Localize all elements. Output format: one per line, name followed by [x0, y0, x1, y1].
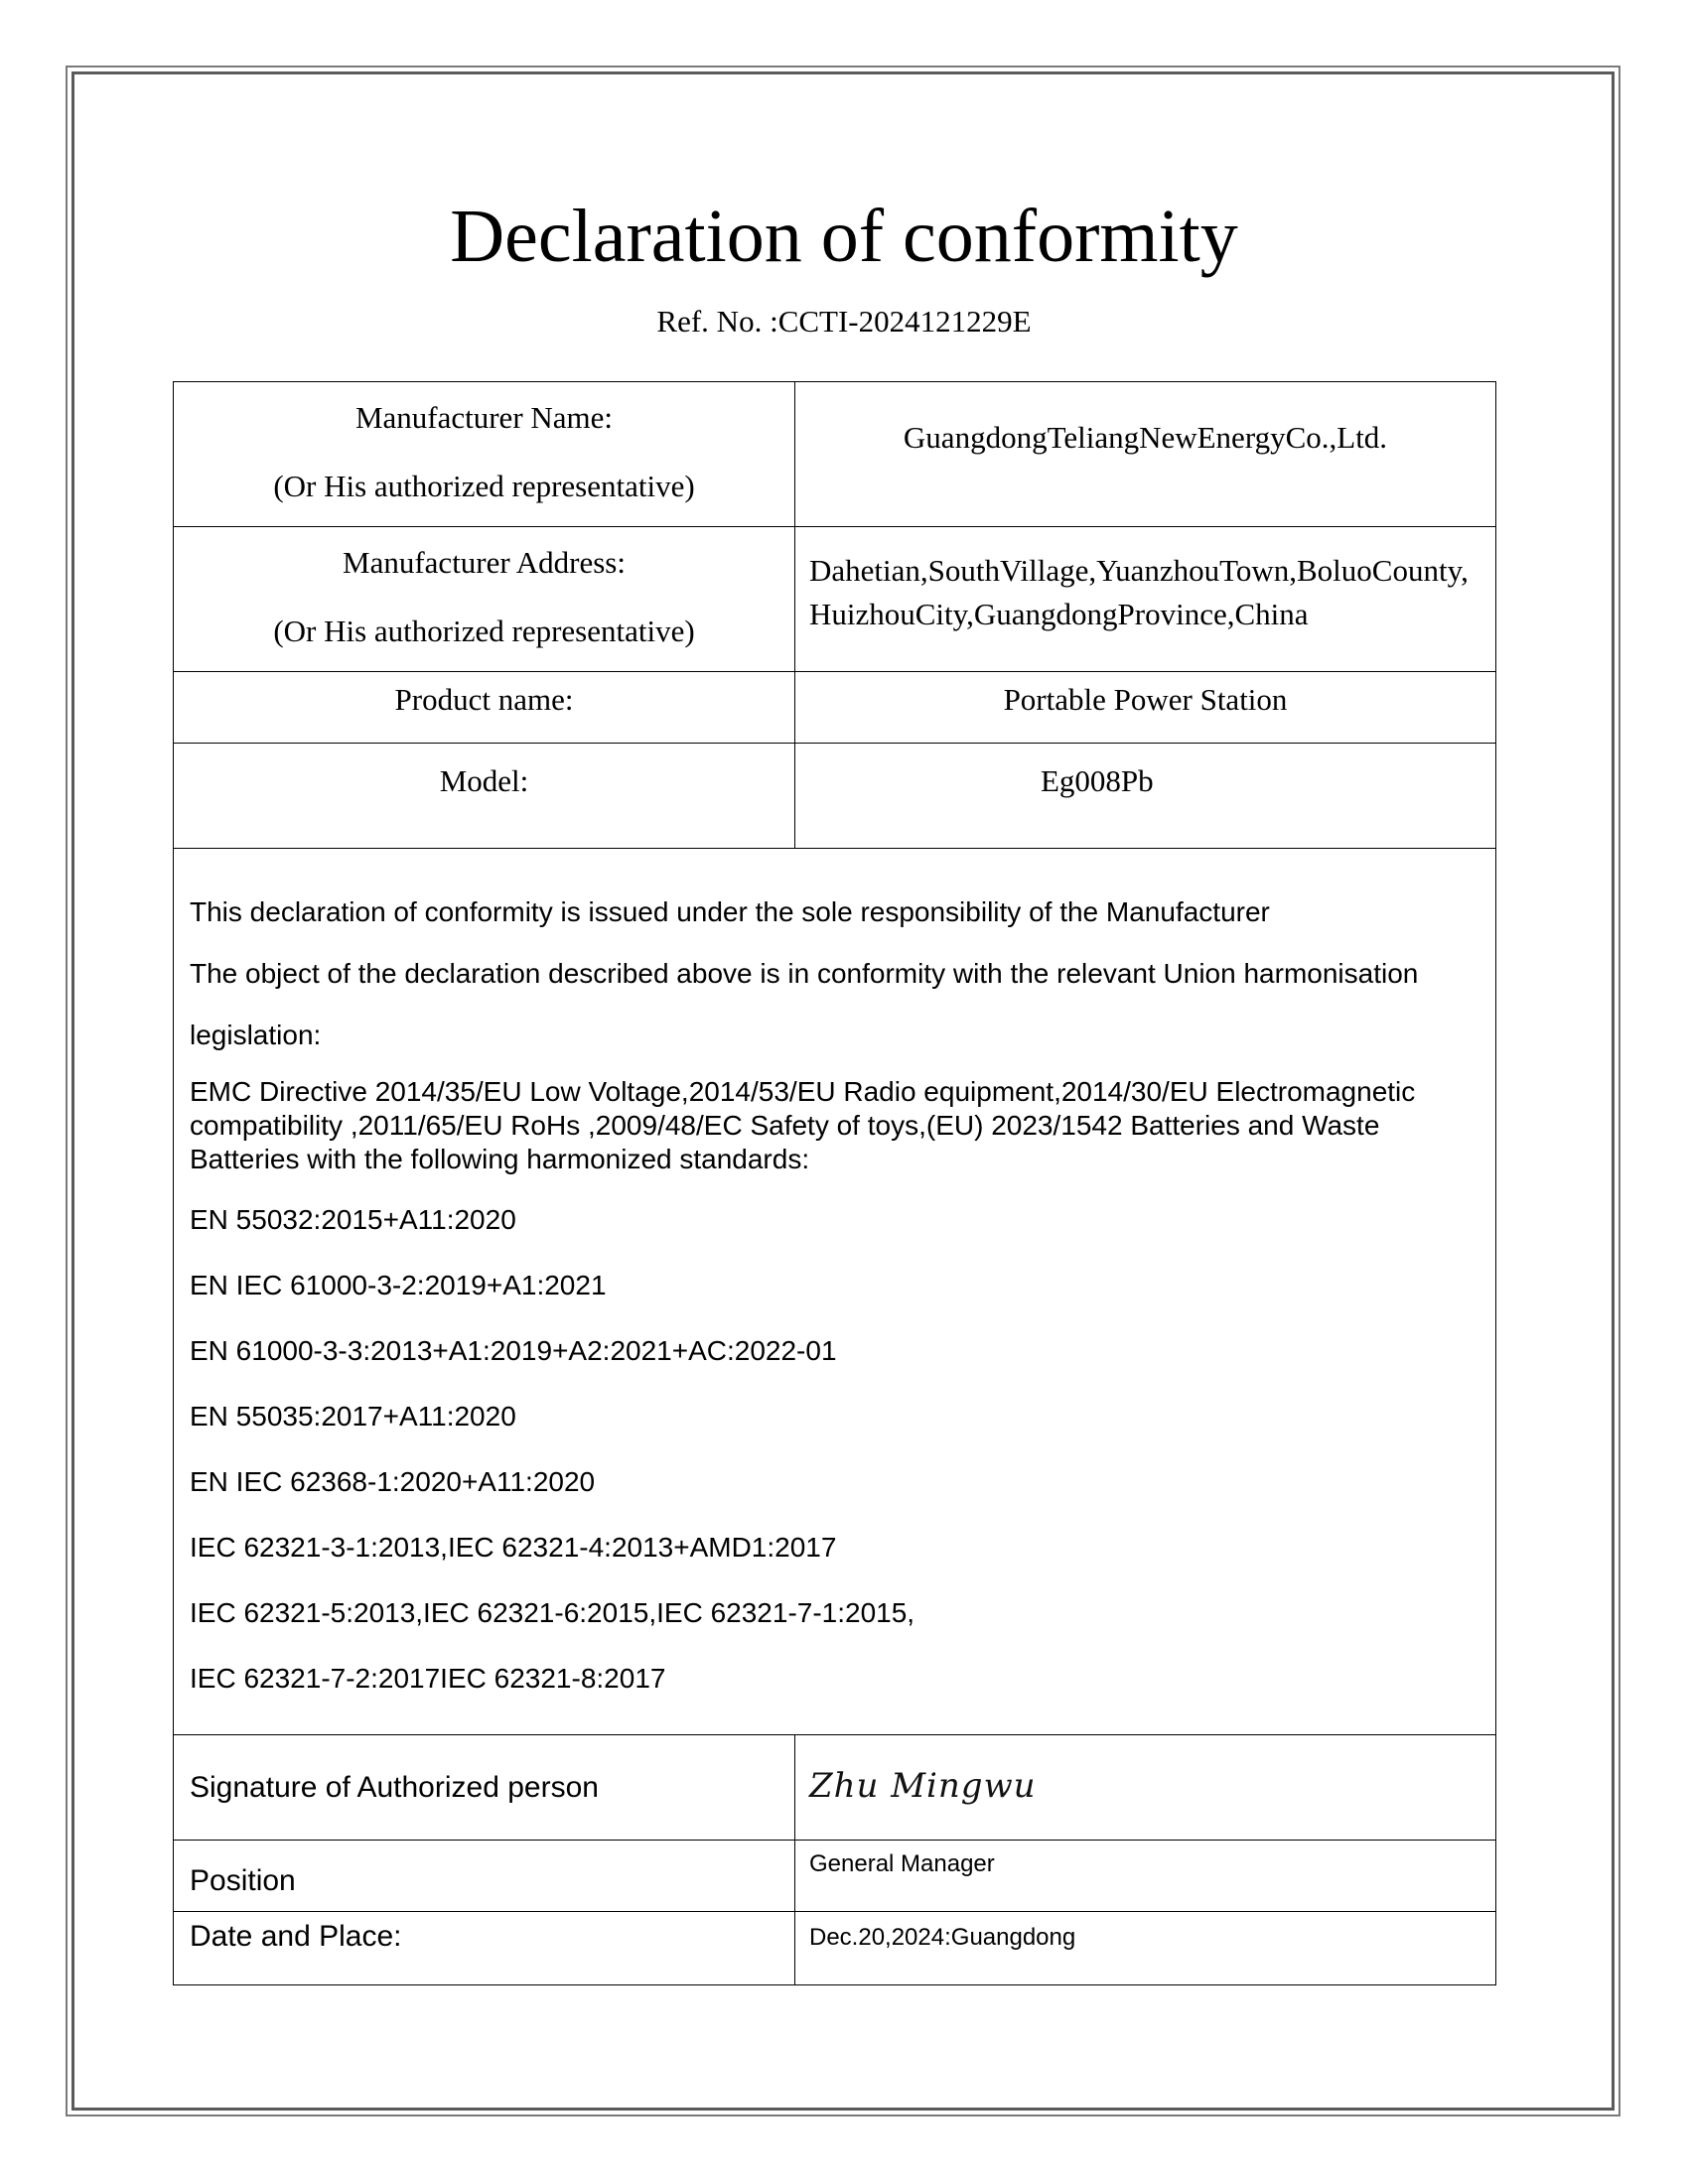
- manufacturer-name-label: Manufacturer Name:: [354, 400, 614, 435]
- manufacturer-address-label-cell: [174, 527, 795, 672]
- position-label: Position: [190, 1864, 296, 1897]
- standard-item: EN IEC 61000-3-2:2019+A1:2021: [190, 1270, 607, 1300]
- position-value-cell: [795, 1841, 1496, 1912]
- declaration-statement-2: The object of the declaration described above is in conformity with the relevant Union harmonisation: [190, 958, 1419, 989]
- product-name-value: Portable Power Station: [1003, 682, 1288, 717]
- document-title: Declaration of conformity: [450, 195, 1238, 278]
- date-label-cell: [174, 1912, 795, 1985]
- product-name-label: Product name:: [394, 682, 574, 717]
- product-name-row: [174, 672, 1496, 744]
- date-row: [174, 1912, 1496, 1985]
- date-label: Date and Place:: [190, 1920, 402, 1953]
- position-value: General Manager: [809, 1850, 995, 1877]
- standard-item: IEC 62321-3-1:2013,IEC 62321-4:2013+AMD1:2017: [190, 1532, 837, 1563]
- signature-row: [174, 1735, 1496, 1841]
- declaration-statement-3: legislation:: [190, 1020, 322, 1050]
- standard-item: EN IEC 62368-1:2020+A11:2020: [190, 1466, 596, 1497]
- model-value: Eg008Pb: [1041, 763, 1154, 798]
- standard-item: EN 55035:2017+A11:2020: [190, 1401, 516, 1432]
- date-value-cell: [795, 1912, 1496, 1985]
- product-name-value-cell: [795, 672, 1496, 744]
- declaration-statement-1: This declaration of conformity is issued under the sole responsibility of the Manufacturer: [190, 896, 1270, 927]
- standard-item: IEC 62321-5:2013,IEC 62321-6:2015,IEC 62321-7-1:2015,: [190, 1597, 915, 1628]
- conformity-table: [173, 381, 1496, 1985]
- manufacturer-name-label-cell: [174, 382, 795, 527]
- manufacturer-address-label-sub: (Or His authorized representative): [273, 614, 695, 648]
- manufacturer-name-value-cell: [795, 382, 1496, 527]
- declaration-row: [174, 849, 1496, 1735]
- model-row: [174, 744, 1496, 849]
- manufacturer-name-label-sub: (Or His authorized representative): [273, 469, 695, 503]
- manufacturer-name-row: [174, 382, 1496, 527]
- model-value-cell: [795, 744, 1496, 849]
- model-label-cell: [174, 744, 795, 849]
- standard-item: EN 61000-3-3:2013+A1:2019+A2:2021+AC:2022-01: [190, 1335, 837, 1366]
- standard-item: IEC 62321-7-2:2017IEC 62321-8:2017: [190, 1663, 666, 1694]
- position-row: [174, 1841, 1496, 1912]
- signature-value-cell: [795, 1735, 1496, 1841]
- manufacturer-address-row: [174, 527, 1496, 672]
- model-label: Model:: [439, 763, 529, 798]
- manufacturer-address-value: Dahetian,SouthVillage,YuanzhouTown,BoluoCounty,HuizhouCity,GuangdongProvince,China: [795, 527, 1496, 672]
- reference-value: CCTI-2024121229E: [777, 304, 1032, 339]
- signature-label-cell: [174, 1735, 795, 1841]
- manufacturer-address-label: Manufacturer Address:: [343, 545, 626, 580]
- declaration-body: [174, 849, 1496, 1735]
- standard-item: EN 55032:2015+A11:2020: [190, 1204, 516, 1235]
- date-value: Dec.20,2024:Guangdong: [809, 1924, 1076, 1951]
- signature-label: Signature of Authorized person: [190, 1771, 599, 1804]
- product-name-label-cell: [174, 672, 795, 744]
- reference-prefix: Ref. No. :: [656, 304, 778, 339]
- position-label-cell: [174, 1841, 795, 1912]
- manufacturer-name-value: GuangdongTeliangNewEnergyCo.,Ltd.: [903, 420, 1388, 455]
- handwritten-signature: Zhu Mingwu: [809, 1766, 1037, 1806]
- declaration-directives: EMC Directive 2014/35/EU Low Voltage,2014/53/EU Radio equipment,2014/30/EU Electromagnetic compatibility ,2011/65/EU RoHs ,2009/48/EC Safety of toys,(EU) 2023/1542 Batteries and Waste Batteries with the following harmonized standards:: [190, 1076, 1416, 1174]
- reference-number: [0, 306, 1688, 337]
